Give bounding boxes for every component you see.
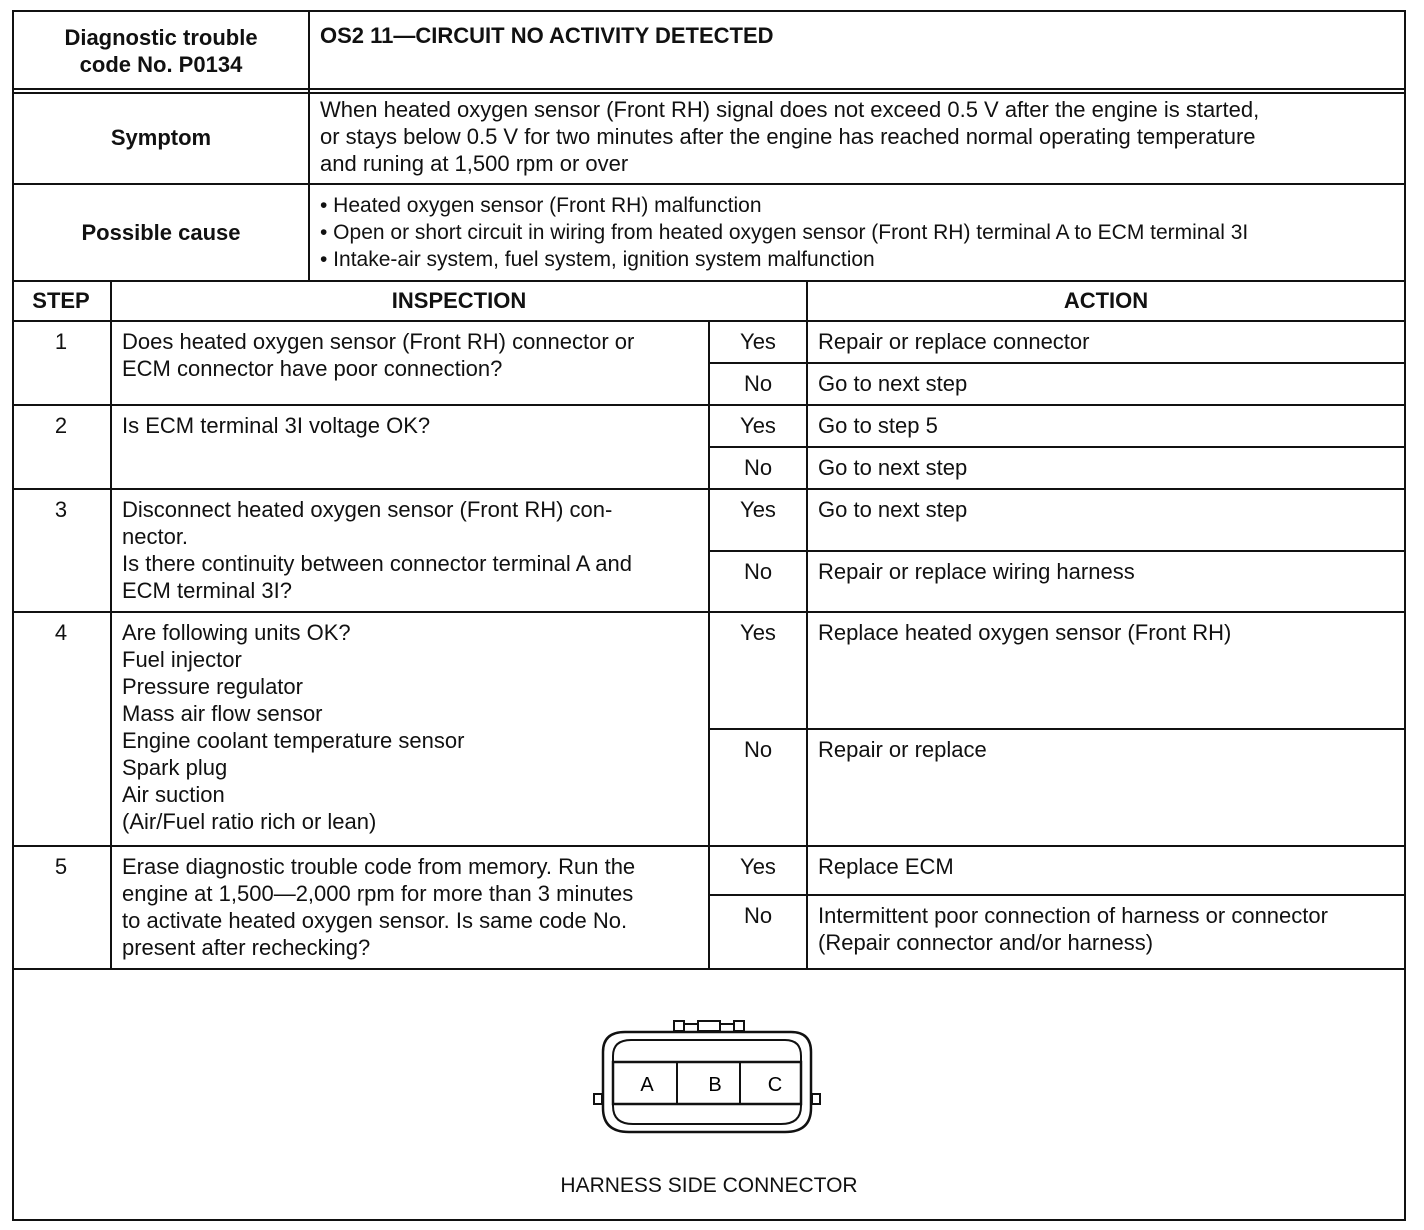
symptom-text	[320, 96, 1259, 177]
inspection-line: Does heated oxygen sensor (Front RH) connector or	[122, 329, 635, 354]
inspection-line: Spark plug	[122, 755, 228, 780]
symptom-line: or stays below 0.5 V for two minutes after the engine has reached normal operating temperature	[320, 124, 1256, 149]
pin-b-label: B	[708, 1074, 722, 1096]
inspection-line: Air suction	[122, 782, 225, 807]
step-number: 1	[54, 329, 68, 354]
step-number: 3	[54, 497, 68, 522]
step-inspection	[122, 412, 430, 439]
dtc-label	[14, 24, 308, 78]
possible-cause-item: • Intake-air system, fuel system, ignition system malfunction	[320, 248, 875, 271]
step-inspection	[122, 853, 635, 961]
inspection-line: Fuel injector	[122, 647, 242, 672]
yes-label: Yes	[740, 497, 776, 522]
step-inspection	[122, 496, 632, 604]
inspection-line: Disconnect heated oxygen sensor (Front RH) con-	[122, 497, 613, 522]
connector-caption: HARNESS SIDE CONNECTOR	[560, 1174, 858, 1197]
inspection-line: Is ECM terminal 3I voltage OK?	[122, 413, 431, 438]
symptom-label: Symptom	[110, 125, 212, 150]
possible-cause-item: • Heated oxygen sensor (Front RH) malfunction	[320, 194, 762, 217]
no-action: Repair or replace wiring harness	[818, 559, 1135, 584]
pin-a-label: A	[640, 1074, 654, 1096]
yes-action: Go to step 5	[818, 413, 938, 438]
yes-label: Yes	[740, 620, 776, 645]
no-action: Go to next step	[818, 455, 968, 480]
step-number: 4	[54, 620, 68, 645]
pin-c-label: C	[767, 1074, 783, 1096]
symptom-line: When heated oxygen sensor (Front RH) signal does not exceed 0.5 V after the engine is started,	[320, 97, 1260, 122]
step-number: 5	[54, 854, 68, 879]
page-title: OS2 11—CIRCUIT NO ACTIVITY DETECTED	[320, 23, 774, 48]
yes-label: Yes	[740, 854, 776, 879]
inspection-line: (Air/Fuel ratio rich or lean)	[122, 809, 377, 834]
no-label: No	[743, 737, 773, 762]
column-header-action: ACTION	[1063, 288, 1149, 313]
yes-action: Replace heated oxygen sensor (Front RH)	[818, 620, 1232, 645]
inspection-line: ECM terminal 3I?	[122, 578, 292, 603]
inspection-line: to activate heated oxygen sensor. Is same code No.	[122, 908, 628, 933]
column-header-inspection: INSPECTION	[391, 288, 527, 313]
no-label: No	[743, 455, 773, 480]
inspection-line: present after rechecking?	[122, 935, 371, 960]
no-action-line: (Repair connector and/or harness)	[818, 930, 1154, 955]
no-action: Go to next step	[818, 371, 968, 396]
possible-cause-label: Possible cause	[81, 220, 241, 245]
dtc-label-line-2: code No. P0134	[79, 52, 243, 77]
possible-cause-item: • Open or short circuit in wiring from heated oxygen sensor (Front RH) terminal A to ECM terminal 3I	[320, 221, 1249, 244]
inspection-line: Erase diagnostic trouble code from memory. Run the	[122, 854, 636, 879]
inspection-line: engine at 1,500—2,000 rpm for more than 3 minutes	[122, 881, 634, 906]
connector-side-tab-left	[594, 1094, 602, 1104]
inspection-line: nector.	[122, 524, 189, 549]
step-inspection	[122, 328, 634, 382]
no-action-line: Intermittent poor connection of harness or connector	[818, 903, 1328, 928]
inspection-line: Are following units OK?	[122, 620, 351, 645]
yes-action: Replace ECM	[818, 854, 954, 879]
inspection-line: ECM connector have poor connection?	[122, 356, 503, 381]
no-action: Repair or replace	[818, 737, 987, 762]
yes-action: Repair or replace connector	[818, 329, 1090, 354]
yes-label: Yes	[740, 329, 776, 354]
step-inspection	[122, 619, 464, 835]
step-number: 2	[54, 413, 68, 438]
harness-connector-diagram	[585, 1012, 835, 1142]
yes-label: Yes	[740, 413, 776, 438]
no-action	[818, 902, 1328, 956]
possible-cause-list	[320, 192, 1248, 273]
inspection-line: Engine coolant temperature sensor	[122, 728, 465, 753]
inspection-line: Pressure regulator	[122, 674, 303, 699]
inspection-line: Mass air flow sensor	[122, 701, 323, 726]
column-header-step: STEP	[32, 288, 90, 313]
connector-side-tab-right	[812, 1094, 820, 1104]
connector-latch	[674, 1021, 744, 1031]
no-label: No	[743, 903, 773, 928]
no-label: No	[743, 559, 773, 584]
symptom-line: and runing at 1,500 rpm or over	[320, 151, 629, 176]
inspection-line: Is there continuity between connector terminal A and	[122, 551, 632, 576]
no-label: No	[743, 371, 773, 396]
yes-action: Go to next step	[818, 497, 968, 522]
dtc-label-line-1: Diagnostic trouble	[64, 25, 258, 50]
